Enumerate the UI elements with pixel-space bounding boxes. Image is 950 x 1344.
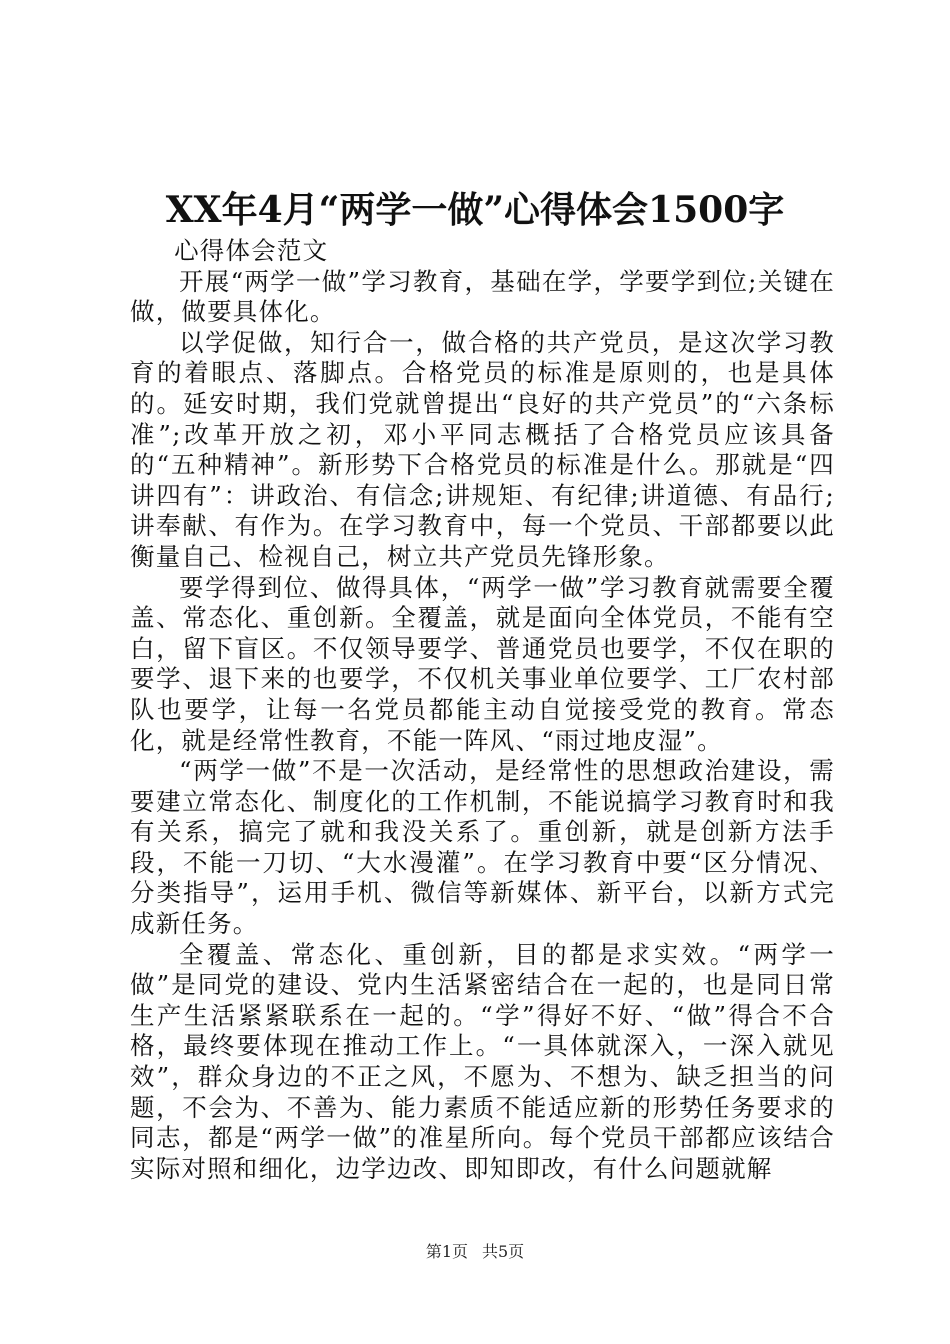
document-body [130,236,835,1184]
paragraph: 全覆盖、常态化、重创新，目的都是求实效。“两学一做”是同党的建设、党内生活紧密结合在一起的，也是同日常生产生活紧紧联系在一起的。“学”得好不好、“做”得合不合格，最终要体现在推动工作上。“一具体就深入，一深入就见效”，群众身边的不正之风，不愿为、不想为、缺乏担当的问题，不会为、不善为、能力素质不能适应新的形势任务要求的同志，都是“两学一做”的准星所向。每个党员干部都应该结合实际对照和细化，边学边改、即知即改，有什么问题就解 [130,939,835,1183]
paragraph: 以学促做，知行合一，做合格的共产党员，是这次学习教育的着眼点、落脚点。合格党员的标准是原则的，也是具体的。延安时期，我们党就曾提出“良好的共产党员”的“六条标准”;改革开放之初，邓小平同志概括了合格党员应该具备的“五种精神”。新形势下合格党员的标准是什么。那就是“四讲四有”：讲政治、有信念;讲规矩、有纪律;讲道德、有品行;讲奉献、有作为。在学习教育中，每一个党员、干部都要以此衡量自己、检视自己，树立共产党员先锋形象。 [130,327,835,571]
page-total: 共5页 [482,1242,525,1261]
page-footer [0,1240,950,1264]
document-subtitle: 心得体会范文 [174,236,329,265]
paragraph: 要学得到位、做得具体，“两学一做”学习教育就需要全覆盖、常态化、重创新。全覆盖，就是面向全体党员，不能有空白，留下盲区。不仅领导要学、普通党员也要学，不仅在职的要学、退下来的也要学，不仅机关事业单位要学、工厂农村部队也要学，让每一名党员都能主动自觉接受党的教育。常态化，就是经常性教育，不能一阵风、“雨过地皮湿”。 [130,572,835,755]
page-number: 第1页 [425,1242,468,1261]
paragraph: 开展“两学一做”学习教育，基础在学，学要学到位;关键在做，做要具体化。 [130,266,835,327]
paragraph: “两学一做”不是一次活动，是经常性的思想政治建设，需要建立常态化、制度化的工作机制，不能说搞学习教育时和我有关系，搞完了就和我没关系了。重创新，就是创新方法手段，不能一刀切、“大水漫灌”。在学习教育中要“区分情况、分类指导”，运用手机、微信等新媒体、新平台，以新方式完成新任务。 [130,756,835,939]
document-title: XX年4月“两学一做”心得体会1500字 [165,189,785,231]
